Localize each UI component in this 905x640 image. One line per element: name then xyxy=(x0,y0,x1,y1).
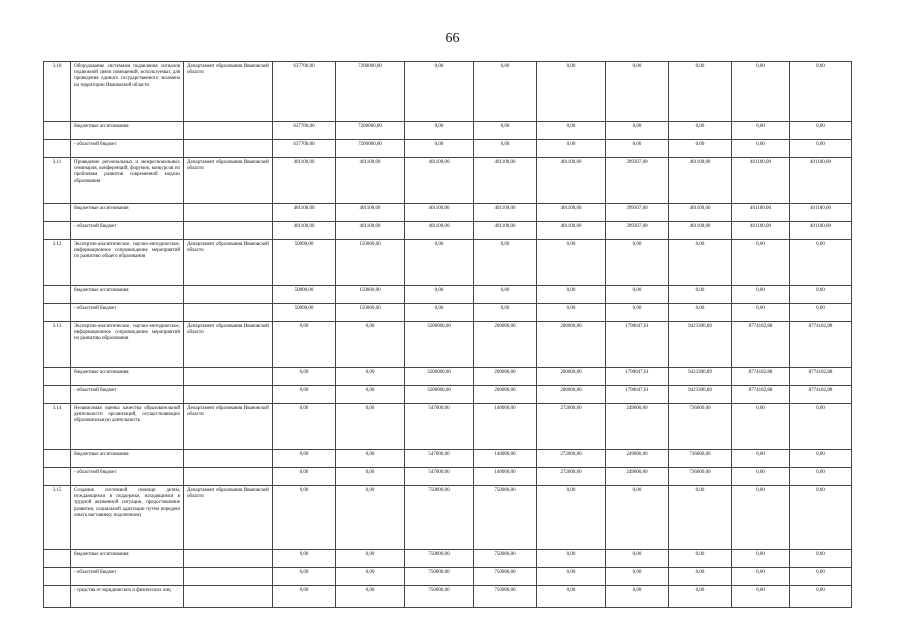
page-number: 66 xyxy=(445,31,460,46)
value-cell: 200000,00 xyxy=(474,386,537,404)
value-cell: 0,00 xyxy=(790,240,852,286)
value-cell: 0,00 xyxy=(273,404,336,450)
value-cell: 0,00 xyxy=(606,286,669,304)
row-description: - областной бюджет xyxy=(71,222,184,240)
value-cell: 272000,00 xyxy=(537,450,606,468)
value-cell: 8774182,88 xyxy=(732,322,790,368)
table-row xyxy=(44,222,852,240)
value-cell: 0,00 xyxy=(405,240,474,286)
value-cell: 401100,00 xyxy=(790,204,852,222)
value-cell: 0,00 xyxy=(336,322,405,368)
value-cell: 9423300,89 xyxy=(669,386,732,404)
table-row xyxy=(44,586,852,608)
value-cell: 401100,00 xyxy=(273,222,336,240)
table-row xyxy=(44,140,852,158)
value-cell: 0,00 xyxy=(336,550,405,568)
budget-table xyxy=(43,61,852,608)
row-executor xyxy=(184,140,273,158)
value-cell: 401100,00 xyxy=(669,222,732,240)
value-cell: 9423300,89 xyxy=(669,368,732,386)
value-cell: 0,00 xyxy=(669,122,732,140)
value-cell: 0,00 xyxy=(336,404,405,450)
value-cell: 0,00 xyxy=(273,468,336,486)
table-row xyxy=(44,568,852,586)
row-executor xyxy=(184,222,273,240)
table-row xyxy=(44,240,852,286)
value-cell: 7200000,00 xyxy=(336,122,405,140)
row-executor xyxy=(184,304,273,322)
value-cell: 0,00 xyxy=(405,140,474,158)
value-cell: 7200000,00 xyxy=(336,62,405,122)
value-cell: 8774182,88 xyxy=(732,386,790,404)
table-row xyxy=(44,404,852,450)
value-cell: 0,00 xyxy=(732,550,790,568)
value-cell: 3200000,00 xyxy=(405,322,474,368)
value-cell: 0,00 xyxy=(273,568,336,586)
value-cell: 0,00 xyxy=(790,62,852,122)
value-cell: 200000,00 xyxy=(537,368,606,386)
value-cell: 0,00 xyxy=(474,140,537,158)
table-row xyxy=(44,304,852,322)
value-cell: 547000,00 xyxy=(405,450,474,468)
row-description: - областной бюджет xyxy=(71,304,184,322)
row-executor: Департамент образования Ивановской области xyxy=(184,486,273,550)
value-cell: 401100,00 xyxy=(336,204,405,222)
row-description: Экспертно-аналитическое, научно-методическое, информационное сопровождение мероприятий по развитию общего образования xyxy=(71,240,184,286)
row-description: - областной бюджет xyxy=(71,386,184,404)
row-description: бюджетные ассигнования xyxy=(71,368,184,386)
value-cell: 0,00 xyxy=(606,586,669,608)
table-row xyxy=(44,158,852,204)
row-description: Экспертно-аналитическое, научно-методическое, информационное сопровождение мероприятий по развитию образования xyxy=(71,322,184,368)
value-cell: 249000,00 xyxy=(606,468,669,486)
table-row xyxy=(44,122,852,140)
value-cell: 0,00 xyxy=(405,122,474,140)
value-cell: 0,00 xyxy=(474,304,537,322)
row-executor xyxy=(184,286,273,304)
row-number xyxy=(44,204,71,222)
row-executor: Департамент образования Ивановской области xyxy=(184,240,273,286)
value-cell: 0,00 xyxy=(732,586,790,608)
value-cell: 401100,00 xyxy=(732,158,790,204)
value-cell: 0,00 xyxy=(790,304,852,322)
value-cell: 0,00 xyxy=(273,586,336,608)
value-cell: 401100,00 xyxy=(537,158,606,204)
value-cell: 401100,00 xyxy=(537,222,606,240)
value-cell: 401100,00 xyxy=(273,204,336,222)
value-cell: 0,00 xyxy=(669,140,732,158)
value-cell: 249000,00 xyxy=(606,450,669,468)
value-cell: 0,00 xyxy=(732,240,790,286)
value-cell: 750000,00 xyxy=(405,568,474,586)
value-cell: 50000,00 xyxy=(273,286,336,304)
value-cell: 637700,00 xyxy=(273,140,336,158)
value-cell: 399307,00 xyxy=(606,204,669,222)
table-row xyxy=(44,204,852,222)
value-cell: 0,00 xyxy=(790,550,852,568)
value-cell: 50000,00 xyxy=(273,240,336,286)
value-cell: 1790047,61 xyxy=(606,322,669,368)
value-cell: 0,00 xyxy=(669,586,732,608)
table-row xyxy=(44,450,852,468)
value-cell: 249000,00 xyxy=(606,404,669,450)
row-number xyxy=(44,368,71,386)
value-cell: 399307,00 xyxy=(606,222,669,240)
value-cell: 0,00 xyxy=(790,486,852,550)
value-cell: 9423300,89 xyxy=(669,322,732,368)
value-cell: 637700,00 xyxy=(273,62,336,122)
value-cell: 0,00 xyxy=(537,286,606,304)
value-cell: 401100,00 xyxy=(790,222,852,240)
value-cell: 0,00 xyxy=(336,386,405,404)
value-cell: 150000,00 xyxy=(336,286,405,304)
value-cell: 0,00 xyxy=(405,304,474,322)
row-description: бюджетные ассигнования xyxy=(71,204,184,222)
table-row xyxy=(44,550,852,568)
value-cell: 0,00 xyxy=(669,550,732,568)
value-cell: 750000,00 xyxy=(474,550,537,568)
value-cell: 0,00 xyxy=(537,62,606,122)
value-cell: 0,00 xyxy=(669,286,732,304)
value-cell: 0,00 xyxy=(336,450,405,468)
row-executor xyxy=(184,386,273,404)
value-cell: 750000,00 xyxy=(405,550,474,568)
row-executor xyxy=(184,122,273,140)
value-cell: 200000,00 xyxy=(474,322,537,368)
value-cell: 637700,00 xyxy=(273,122,336,140)
row-executor xyxy=(184,568,273,586)
row-executor xyxy=(184,204,273,222)
value-cell: 0,00 xyxy=(537,122,606,140)
value-cell: 0,00 xyxy=(273,386,336,404)
row-number xyxy=(44,550,71,568)
table-row xyxy=(44,386,852,404)
table-row xyxy=(44,468,852,486)
table-row xyxy=(44,368,852,386)
row-description: - областной бюджет xyxy=(71,140,184,158)
value-cell: 0,00 xyxy=(790,468,852,486)
row-number xyxy=(44,222,71,240)
value-cell: 401100,00 xyxy=(732,204,790,222)
value-cell: 0,00 xyxy=(474,286,537,304)
row-description: - областной бюджет xyxy=(71,568,184,586)
value-cell: 401100,00 xyxy=(790,158,852,204)
row-number xyxy=(44,140,71,158)
value-cell: 0,00 xyxy=(474,122,537,140)
value-cell: 0,00 xyxy=(336,586,405,608)
value-cell: 8774182,88 xyxy=(790,386,852,404)
value-cell: 0,00 xyxy=(336,568,405,586)
value-cell: 0,00 xyxy=(405,286,474,304)
row-description: бюджетные ассигнования xyxy=(71,450,184,468)
value-cell: 0,00 xyxy=(669,486,732,550)
value-cell: 0,00 xyxy=(537,586,606,608)
row-number xyxy=(44,568,71,586)
row-executor xyxy=(184,468,273,486)
row-number xyxy=(44,122,71,140)
row-number: 3.15 xyxy=(44,486,71,550)
value-cell: 0,00 xyxy=(606,122,669,140)
row-number xyxy=(44,286,71,304)
value-cell: 401100,00 xyxy=(336,158,405,204)
value-cell: 401100,00 xyxy=(537,204,606,222)
row-number: 3.14 xyxy=(44,404,71,450)
value-cell: 736000,00 xyxy=(669,404,732,450)
value-cell: 0,00 xyxy=(732,568,790,586)
row-executor xyxy=(184,550,273,568)
value-cell: 0,00 xyxy=(537,240,606,286)
row-number: 3.11 xyxy=(44,158,71,204)
value-cell: 0,00 xyxy=(537,304,606,322)
value-cell: 0,00 xyxy=(732,62,790,122)
value-cell: 0,00 xyxy=(537,486,606,550)
row-description: бюджетные ассигнования xyxy=(71,550,184,568)
value-cell: 50000,00 xyxy=(273,304,336,322)
value-cell: 140000,00 xyxy=(474,404,537,450)
value-cell: 547000,00 xyxy=(405,468,474,486)
value-cell: 140000,00 xyxy=(474,468,537,486)
value-cell: 272000,00 xyxy=(537,468,606,486)
value-cell: 0,00 xyxy=(790,586,852,608)
value-cell: 0,00 xyxy=(790,450,852,468)
value-cell: 736000,00 xyxy=(669,450,732,468)
value-cell: 0,00 xyxy=(669,568,732,586)
value-cell: 401100,00 xyxy=(732,222,790,240)
row-description: бюджетные ассигнования xyxy=(71,122,184,140)
value-cell: 0,00 xyxy=(336,468,405,486)
value-cell: 0,00 xyxy=(273,322,336,368)
value-cell: 200000,00 xyxy=(474,368,537,386)
value-cell: 0,00 xyxy=(606,568,669,586)
row-description: бюджетные ассигнования xyxy=(71,286,184,304)
row-executor xyxy=(184,368,273,386)
table-row xyxy=(44,322,852,368)
value-cell: 0,00 xyxy=(732,404,790,450)
value-cell: 0,00 xyxy=(273,486,336,550)
row-description: Проведение региональных и межрегиональных семинаров, конференций, форумов, конкурсов по проблемам развития современной модели образования xyxy=(71,158,184,204)
value-cell: 401100,00 xyxy=(405,204,474,222)
row-number xyxy=(44,386,71,404)
value-cell: 0,00 xyxy=(474,240,537,286)
value-cell: 7200000,00 xyxy=(336,140,405,158)
value-cell: 0,00 xyxy=(790,404,852,450)
value-cell: 1790047,61 xyxy=(606,368,669,386)
value-cell: 0,00 xyxy=(405,62,474,122)
value-cell: 0,00 xyxy=(336,368,405,386)
value-cell: 0,00 xyxy=(474,62,537,122)
row-number xyxy=(44,450,71,468)
value-cell: 0,00 xyxy=(537,568,606,586)
row-number: 3.13 xyxy=(44,322,71,368)
row-description: Создание системной помощи детям, нуждающимся в поддержке, находящимся в трудной жизненной ситуации, предоставление развития, социальной адаптации путем передачи опыта наставнику подопечному xyxy=(71,486,184,550)
row-number: 3.12 xyxy=(44,240,71,286)
row-executor: Департамент образования Ивановской области xyxy=(184,404,273,450)
value-cell: 399307,00 xyxy=(606,158,669,204)
value-cell: 3200000,00 xyxy=(405,368,474,386)
value-cell: 3200000,00 xyxy=(405,386,474,404)
row-executor xyxy=(184,450,273,468)
table-row xyxy=(44,286,852,304)
value-cell: 0,00 xyxy=(336,486,405,550)
value-cell: 401100,00 xyxy=(405,158,474,204)
value-cell: 200000,00 xyxy=(537,386,606,404)
value-cell: 401100,00 xyxy=(669,204,732,222)
value-cell: 0,00 xyxy=(790,122,852,140)
table-row xyxy=(44,486,852,550)
value-cell: 0,00 xyxy=(606,140,669,158)
value-cell: 150000,00 xyxy=(336,304,405,322)
row-number xyxy=(44,468,71,486)
row-executor: Департамент образования Ивановской области xyxy=(184,158,273,204)
value-cell: 0,00 xyxy=(537,550,606,568)
value-cell: 736000,00 xyxy=(669,468,732,486)
value-cell: 200000,00 xyxy=(537,322,606,368)
row-number xyxy=(44,586,71,608)
value-cell: 401100,00 xyxy=(336,222,405,240)
value-cell: 0,00 xyxy=(732,286,790,304)
value-cell: 0,00 xyxy=(537,140,606,158)
value-cell: 0,00 xyxy=(669,62,732,122)
table-row xyxy=(44,62,852,122)
value-cell: 401100,00 xyxy=(405,222,474,240)
value-cell: 401100,00 xyxy=(669,158,732,204)
value-cell: 8774182,88 xyxy=(790,322,852,368)
value-cell: 0,00 xyxy=(732,122,790,140)
value-cell: 0,00 xyxy=(273,450,336,468)
value-cell: 0,00 xyxy=(732,450,790,468)
row-executor: Департамент образования Ивановской области xyxy=(184,322,273,368)
value-cell: 0,00 xyxy=(732,304,790,322)
value-cell: 0,00 xyxy=(669,304,732,322)
value-cell: 272000,00 xyxy=(537,404,606,450)
value-cell: 0,00 xyxy=(790,286,852,304)
value-cell: 150000,00 xyxy=(336,240,405,286)
row-number: 3.10 xyxy=(44,62,71,122)
value-cell: 401100,00 xyxy=(474,204,537,222)
value-cell: 547000,00 xyxy=(405,404,474,450)
value-cell: 750000,00 xyxy=(405,586,474,608)
row-description: Оборудование системами подавления сигналов подвижной связи помещений, используемых для проведения единого государственного экзамена на территории Ивановской области xyxy=(71,62,184,122)
value-cell: 0,00 xyxy=(732,140,790,158)
row-description: - областной бюджет xyxy=(71,468,184,486)
value-cell: 401100,00 xyxy=(273,158,336,204)
row-executor xyxy=(184,586,273,608)
value-cell: 0,00 xyxy=(669,240,732,286)
value-cell: 750000,00 xyxy=(474,568,537,586)
row-description: - средства от юридических и физических лиц xyxy=(71,586,184,608)
value-cell: 0,00 xyxy=(273,550,336,568)
value-cell: 401100,00 xyxy=(474,222,537,240)
value-cell: 1790047,61 xyxy=(606,386,669,404)
value-cell: 140000,00 xyxy=(474,450,537,468)
value-cell: 0,00 xyxy=(790,568,852,586)
value-cell: 750000,00 xyxy=(474,586,537,608)
value-cell: 0,00 xyxy=(606,550,669,568)
value-cell: 401100,00 xyxy=(474,158,537,204)
value-cell: 0,00 xyxy=(606,304,669,322)
value-cell: 0,00 xyxy=(606,240,669,286)
value-cell: 0,00 xyxy=(273,368,336,386)
value-cell: 0,00 xyxy=(606,486,669,550)
value-cell: 0,00 xyxy=(732,486,790,550)
value-cell: 0,00 xyxy=(790,140,852,158)
row-executor: Департамент образования Ивановской области xyxy=(184,62,273,122)
row-number xyxy=(44,304,71,322)
row-description: Независимая оценка качества образовательной деятельности организаций, осуществляющих образовательную деятельность xyxy=(71,404,184,450)
value-cell: 8774182,88 xyxy=(732,368,790,386)
value-cell: 0,00 xyxy=(606,62,669,122)
value-cell: 750000,00 xyxy=(405,486,474,550)
value-cell: 8774182,88 xyxy=(790,368,852,386)
value-cell: 750000,00 xyxy=(474,486,537,550)
value-cell: 0,00 xyxy=(732,468,790,486)
